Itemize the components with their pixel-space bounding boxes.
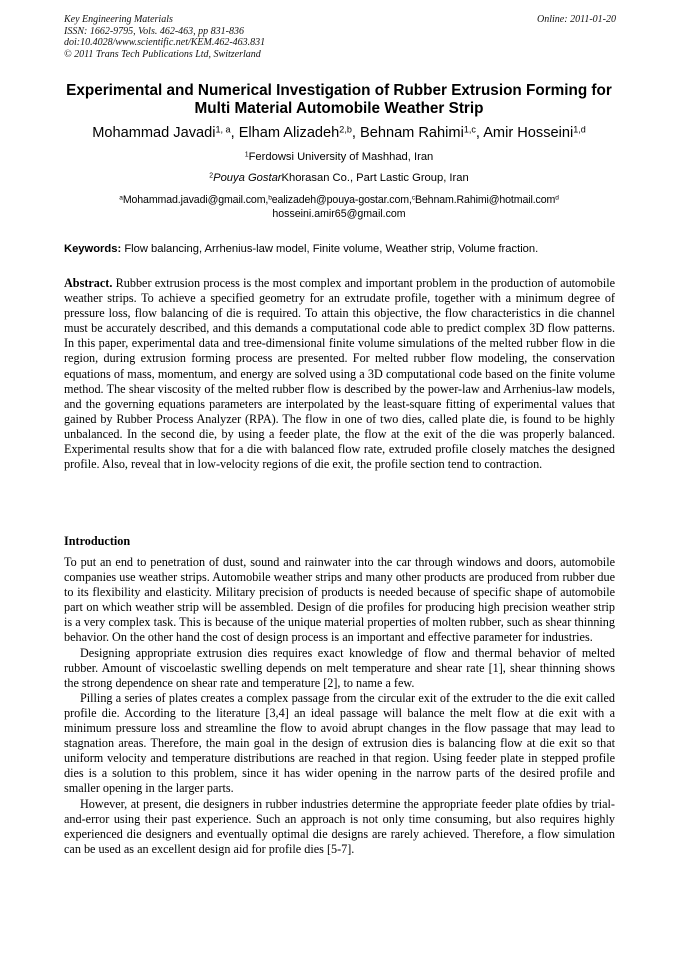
author-name: Mohammad Javadi (92, 125, 216, 141)
author-name: Behnam Rahimi (359, 125, 464, 141)
author-separator: , (475, 125, 484, 141)
email-c[interactable]: Behnam.Rahimi@hotmail.com (414, 194, 556, 206)
email-d[interactable]: hosseini.amir65@gmail.com (272, 208, 406, 220)
author-separator: , (351, 125, 360, 141)
paragraph: To put an end to penetration of dust, sound and rainwater into the car through windows and doors, automobile companies use weather strips. Automobile weather strips and many other products are produced from rubber due to its flexibility and elasticity. Military precision of products is needed because of specific shape of automobile part on which weather strip will be assembled. Design of die profiles for producing high precision weather strip is a very complex task. This is because of the unique material properties of molten rubber, such as shear thinning behavior. On the other hand the cost of design process is an important and effective parameter for industries. (64, 555, 615, 645)
affiliation-company: Pouya Gostar (213, 172, 282, 184)
introduction-body (64, 555, 615, 857)
author-separator: , (230, 125, 239, 141)
affiliation-text: Ferdowsi University of Mashhad, Iran (248, 151, 434, 163)
email-a[interactable]: Mohammad.javadi@gmail.com, (122, 194, 269, 206)
email-superscript: d (555, 194, 559, 202)
author-list (40, 124, 638, 142)
keywords (64, 242, 616, 256)
paragraph: Pilling a series of plates creates a complex passage from the circular exit of the extruder to the die exit called profile die. According to the literature [3,4] an ideal passage will balance the melt flow at die exit with a minimum pressure loss and streamline the flow to avoid abrupt changes in the flow passage that may lead to stagnation areas. Therefore, the main goal in the design of extrusion dies is balancing flow at die exit so that uniform velocity and temperature distributions are reached in that region. Using feeder plate in stepped profile dies is a solution to this problem, since it has wider opening in the narrow parts of the desired profile and smaller opening in the larger parts. (64, 690, 615, 796)
author-name: Elham Alizadeh (238, 125, 340, 141)
abstract-text: Rubber extrusion process is the most complex and important problem in the production of automobile weather strips. To achieve a specified geometry for an extrudate profile, together with a minimum degree of pressure loss, flow balancing of die is required. To attain this objective, the flow characteristics in die channel must be accurately described, and this demands a computational code able to predict complex 3D flow patterns. In this paper, experimental data and tree-dimensional finite volume simulations of the melted rubber flow in die region, during extrusion forming process are presented. For melted rubber flow modeling, the conservation equations of mass, momentum, and energy are solved using a 3D computational code based on the finite volume method. The shear viscosity of the melted rubber flow is described by the power-law and Arrhenius-law models, and the governing equations parameters are interpolated by the least-square fitting of experimental values that gained by Rubber Process Analyzer (RPA). The flow in one of two dies, called plate die, is found to be highly unbalanced. In the second die, by using a feeder plate, the flow at the exit of the die was properly balanced. Experimental results show that for a die with balanced flow rate, extruded profile closely matches the designed profile. Also, reveal that in low-velocity regions of die exit, the profile section tend to contraction. (64, 276, 616, 472)
affiliation-superscript: 1 (244, 151, 249, 159)
affiliation-2 (40, 171, 638, 185)
abstract (64, 276, 615, 472)
author-superscript: 1,c (463, 124, 476, 135)
email-superscript: a (119, 194, 123, 202)
affiliation-text: Khorasan Co., Part Lastic Group, Iran (281, 172, 469, 184)
paper-title: Experimental and Numerical Investigation of Rubber Extrusion Forming for Multi Material Automobile Weather Strip (66, 82, 612, 117)
paragraph: Designing appropriate extrusion dies requires exact knowledge of flow and thermal behavior of melted rubber. Amount of viscoelastic swelling depends on melt temperature and shear rate [1], shear thinning shows the strong dependence on shear rate and temperature [2], to name a few. (64, 645, 615, 690)
publication-info (64, 14, 265, 60)
journal-name: Key Engineering Materials (64, 14, 173, 25)
email-list (40, 193, 638, 221)
affiliation-superscript: 2 (209, 172, 214, 180)
affiliation-1 (40, 150, 638, 164)
doi-line: doi:10.4028/www.scientific.net/KEM.462-463.831 (64, 37, 266, 48)
author-superscript: 1,d (573, 124, 586, 135)
issn-line: ISSN: 1662-9795, Vols. 462-463, pp 831-836 (64, 25, 244, 37)
paragraph: However, at present, die designers in rubber industries determine the appropriate feeder plate ofdies by trial-and-error using their past experience. Such an approach is not only time consuming, but also requires highly experienced die designers and eventually optimal die designs are rarely achieved. Therefore, a flow simulation can be used as an excellent design aid for profile dies [5-7]. (64, 796, 615, 856)
author-superscript: 2,b (339, 124, 352, 135)
keywords-label: Keywords: (64, 243, 122, 255)
author-superscript: 1, a (215, 124, 231, 135)
email-superscript: c (411, 194, 415, 202)
email-b[interactable]: ealizadeh@pouya-gostar.com, (271, 194, 412, 206)
online-date: Online: 2011-01-20 (537, 14, 616, 25)
author-name: Amir Hosseini (483, 125, 574, 141)
keywords-text: Flow balancing, Arrhenius-law model, Finite volume, Weather strip, Volume fraction. (124, 243, 539, 255)
copyright-line: © 2011 Trans Tech Publications Ltd, Switzerland (64, 48, 261, 60)
email-superscript: b (268, 194, 272, 202)
section-heading-introduction: Introduction (64, 534, 131, 548)
abstract-label: Abstract. (64, 276, 113, 290)
